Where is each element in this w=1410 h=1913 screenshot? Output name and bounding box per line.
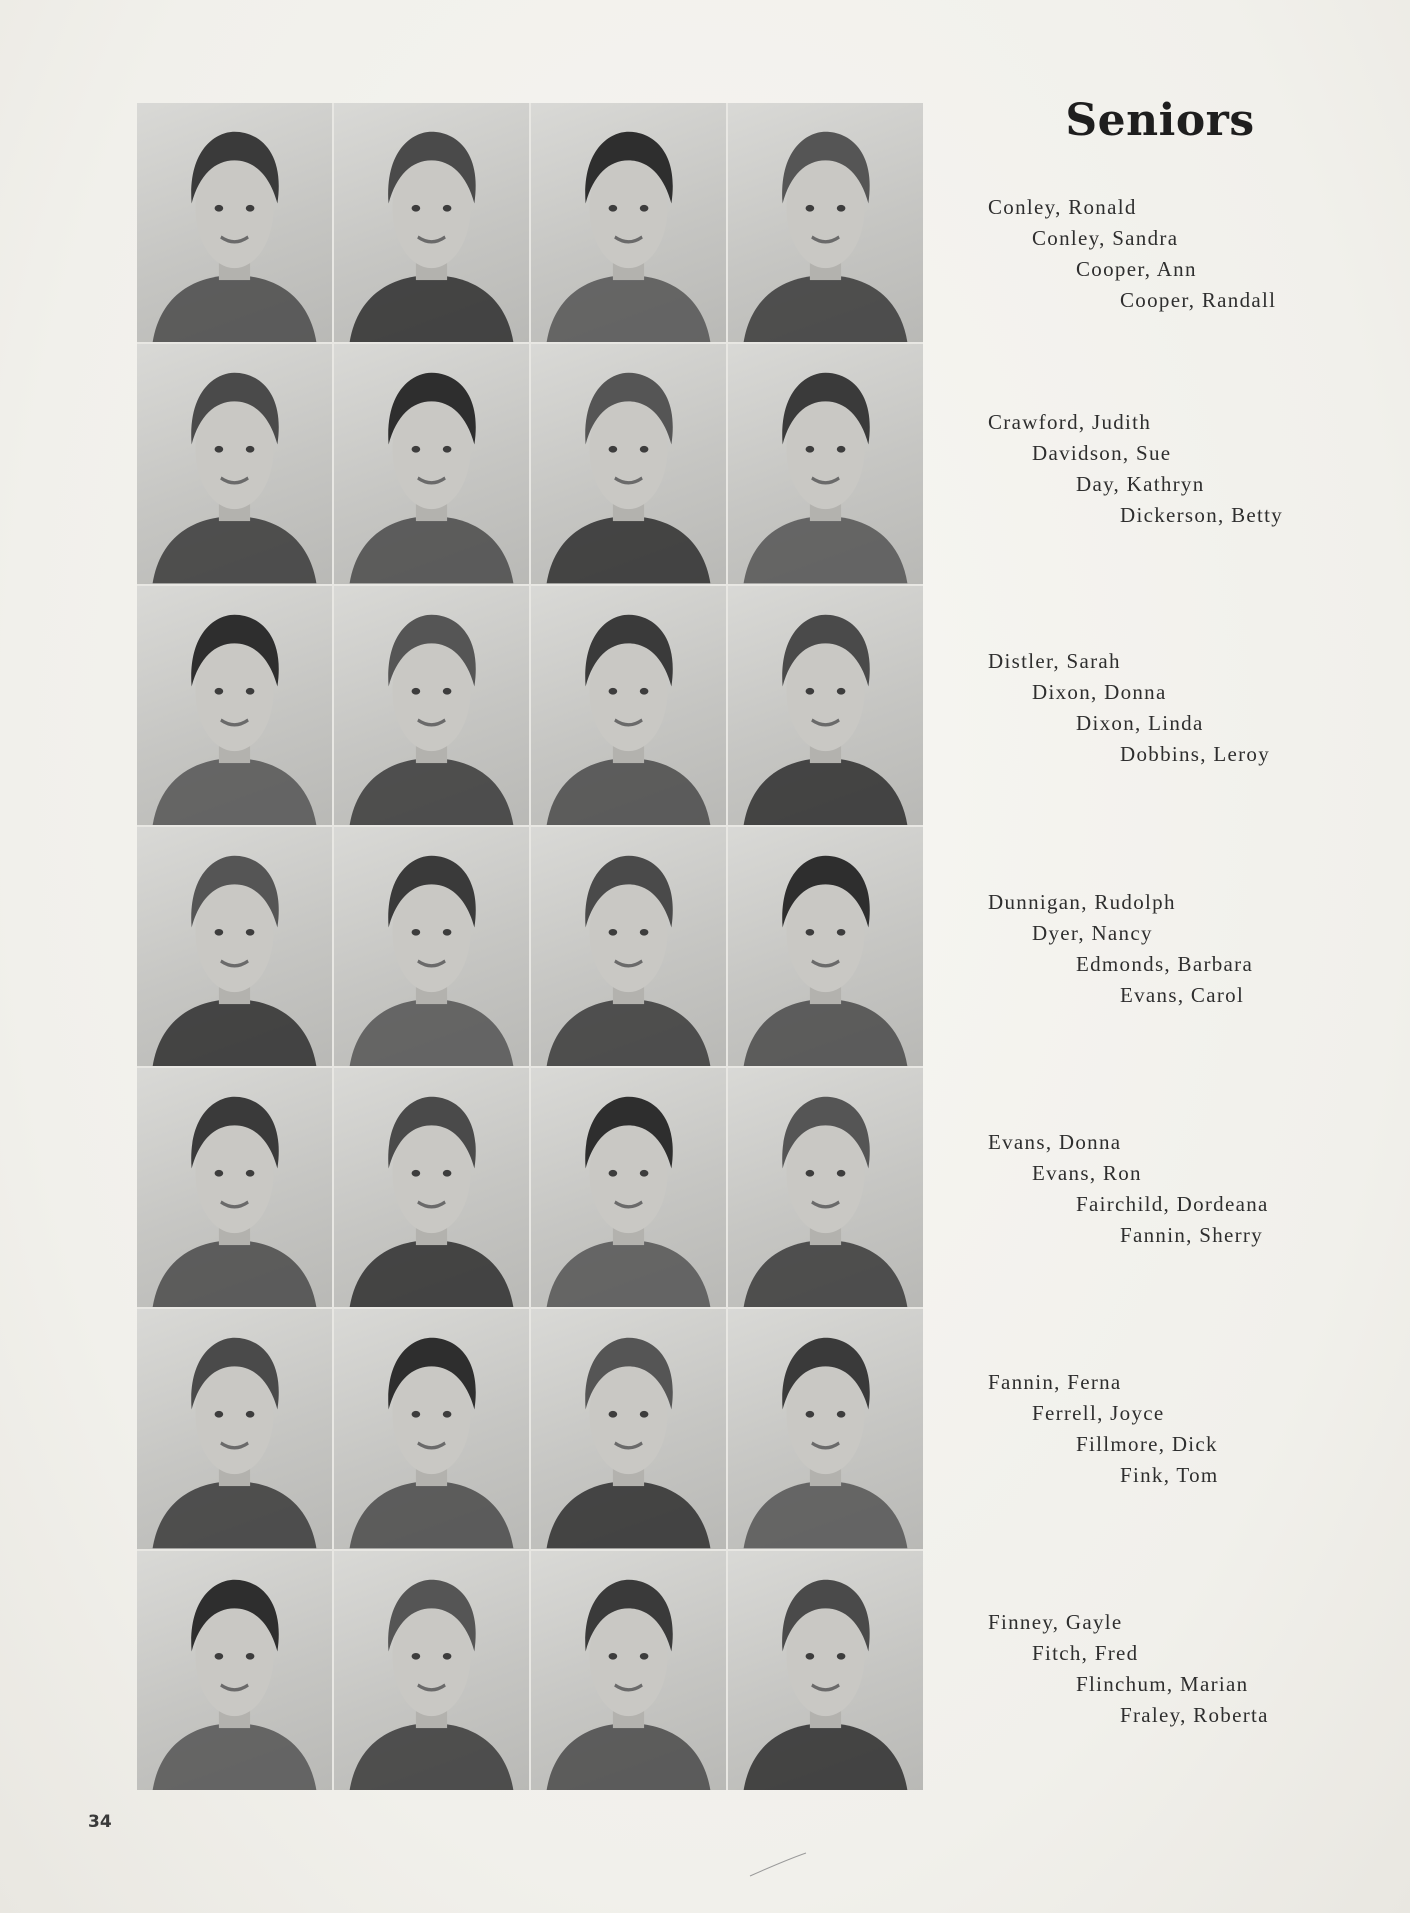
name-group xyxy=(988,646,1348,770)
student-name: Evans, Carol xyxy=(1120,983,1245,1007)
student-photo xyxy=(728,103,923,342)
student-photo xyxy=(531,1068,726,1307)
student-name: Flinchum, Marian xyxy=(1076,1672,1249,1696)
student-name: Conley, Sandra xyxy=(1032,226,1179,250)
student-photo xyxy=(137,827,332,1066)
name-group xyxy=(988,1607,1348,1731)
student-name: Fannin, Ferna xyxy=(988,1370,1122,1394)
student-photo xyxy=(531,1551,726,1790)
student-name: Fraley, Roberta xyxy=(1120,1703,1269,1727)
student-photo xyxy=(137,103,332,342)
student-photo xyxy=(334,586,529,825)
name-group xyxy=(988,192,1348,316)
student-name: Fannin, Sherry xyxy=(1120,1223,1264,1247)
student-name: Dixon, Linda xyxy=(1076,711,1204,735)
student-name: Dixon, Donna xyxy=(1032,680,1167,704)
student-photo xyxy=(531,827,726,1066)
student-photo xyxy=(728,827,923,1066)
student-name: Fillmore, Dick xyxy=(1076,1432,1218,1456)
student-photo xyxy=(531,586,726,825)
student-photo xyxy=(334,103,529,342)
student-name: Day, Kathryn xyxy=(1076,472,1205,496)
student-photo xyxy=(728,586,923,825)
student-name: Davidson, Sue xyxy=(1032,441,1172,465)
student-name: Crawford, Judith xyxy=(988,410,1152,434)
student-photo xyxy=(728,1551,923,1790)
student-photo xyxy=(334,1551,529,1790)
student-name: Distler, Sarah xyxy=(988,649,1121,673)
student-photo xyxy=(137,1309,332,1548)
student-name: Dickerson, Betty xyxy=(1120,503,1284,527)
student-name: Fink, Tom xyxy=(1120,1463,1219,1487)
student-photo xyxy=(728,1068,923,1307)
student-photo xyxy=(137,1551,332,1790)
student-photo xyxy=(728,1309,923,1548)
student-name: Cooper, Randall xyxy=(1120,288,1277,312)
student-photo xyxy=(728,344,923,583)
page-number: 34 xyxy=(88,1812,112,1832)
student-name: Dobbins, Leroy xyxy=(1120,742,1271,766)
pen-mark xyxy=(748,1850,808,1880)
student-photo xyxy=(334,344,529,583)
name-group xyxy=(988,887,1348,1011)
student-name: Conley, Ronald xyxy=(988,195,1137,219)
student-name: Ferrell, Joyce xyxy=(1032,1401,1165,1425)
student-name: Dunnigan, Rudolph xyxy=(988,890,1176,914)
student-name: Finney, Gayle xyxy=(988,1610,1123,1634)
student-name: Fitch, Fred xyxy=(1032,1641,1139,1665)
student-photo xyxy=(137,586,332,825)
student-name: Evans, Ron xyxy=(1032,1161,1142,1185)
student-photo xyxy=(531,344,726,583)
name-group xyxy=(988,1127,1348,1251)
student-photo xyxy=(137,344,332,583)
student-photo xyxy=(531,103,726,342)
name-group xyxy=(988,407,1348,531)
student-photo xyxy=(334,827,529,1066)
student-name: Edmonds, Barbara xyxy=(1076,952,1254,976)
student-photo xyxy=(531,1309,726,1548)
portrait-grid xyxy=(137,103,923,1790)
page-title: Seniors xyxy=(1065,95,1255,146)
student-name: Cooper, Ann xyxy=(1076,257,1197,281)
student-name: Evans, Donna xyxy=(988,1130,1122,1154)
student-name: Dyer, Nancy xyxy=(1032,921,1153,945)
student-photo xyxy=(334,1309,529,1548)
student-name: Fairchild, Dordeana xyxy=(1076,1192,1269,1216)
name-group xyxy=(988,1367,1348,1491)
student-photo xyxy=(334,1068,529,1307)
student-photo xyxy=(137,1068,332,1307)
